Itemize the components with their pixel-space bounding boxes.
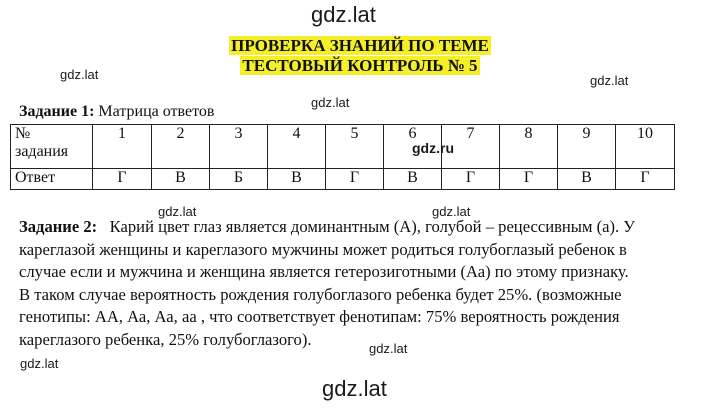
watermark-right: gdz.lat — [590, 73, 629, 88]
task2-line-1-text: Карий цвет глаз является доминантным (А), голубой – рецессивным (а). У — [109, 217, 636, 236]
watermark-task-b: gdz.lat — [432, 204, 471, 219]
title-line-2-text: ТЕСТОВЫЙ КОНТРОЛЬ № 5 — [242, 56, 478, 75]
number-cell: 8 — [500, 125, 558, 169]
number-cell: 6 — [384, 125, 442, 169]
task1-text: Матрица ответов — [98, 103, 215, 120]
answer-matrix-table — [10, 124, 675, 190]
task2-line-5: генотипы: АА, Аа, Аа, аа , что соответствует фенотипам: 75% вероятность рождения — [19, 307, 620, 326]
task2-line-4: В таком случае вероятность рождения голубоглазого ребенка будет 25%. (возможные — [19, 284, 622, 304]
header-task-word: задания — [15, 143, 69, 160]
watermark-task-a: gdz.lat — [158, 204, 197, 219]
number-cell: 3 — [210, 125, 268, 169]
answer-cell: В — [384, 169, 442, 190]
number-cell: 2 — [152, 125, 210, 169]
number-cell: 5 — [326, 125, 384, 169]
answer-cell: Г — [93, 169, 152, 190]
task1-label: Задание 1: — [19, 103, 95, 120]
number-cell: 10 — [616, 125, 675, 169]
task2-line-3: случае если и мужчина и женщина является гетерозиготными (Аа) по этому признаку. — [19, 262, 629, 281]
task2-line-1 — [19, 216, 709, 239]
answer-cell: Г — [442, 169, 500, 190]
answer-cell: Г — [326, 169, 384, 190]
answer-cell: В — [152, 169, 210, 190]
answer-cell: Б — [210, 169, 268, 190]
watermark-bottom: gdz.lat — [322, 376, 387, 401]
header-cell-answer: Ответ — [11, 169, 93, 190]
watermark-bottom-left: gdz.lat — [20, 356, 59, 371]
task2-line-6: кареглазого ребенка, 25% голубоглазого). — [19, 329, 312, 349]
task2-line-2: кареглазой женщины и кареглазого мужчины может родиться голубоглазый ребенок в — [19, 239, 627, 259]
answer-cell: В — [558, 169, 616, 190]
task1-heading — [19, 103, 214, 121]
title-line-1-text: ПРОВЕРКА ЗНАНИЙ ПО ТЕМЕ — [231, 36, 489, 55]
answer-cell: В — [268, 169, 326, 190]
number-cell: 7 — [442, 125, 500, 169]
header-cell-task-number — [11, 125, 93, 169]
number-cell: 4 — [268, 125, 326, 169]
answer-cell: Г — [616, 169, 675, 190]
watermark-mid: gdz.lat — [311, 95, 350, 110]
number-cell: 9 — [558, 125, 616, 169]
answer-cell: Г — [500, 169, 558, 190]
task2-label: Задание 2: — [19, 217, 98, 236]
table-row-numbers — [11, 125, 675, 169]
title-line-1 — [0, 36, 720, 56]
number-cell: 1 — [93, 125, 152, 169]
table-row-answers — [11, 169, 675, 190]
watermark-left: gdz.lat — [60, 67, 99, 82]
watermark-bottom-mid: gdz.lat — [369, 341, 408, 356]
task2-paragraph — [19, 216, 709, 351]
watermark-top: gdz.lat — [311, 2, 376, 27]
header-number-sign: № — [15, 125, 31, 142]
watermark-table: gdz.ru — [412, 140, 454, 156]
